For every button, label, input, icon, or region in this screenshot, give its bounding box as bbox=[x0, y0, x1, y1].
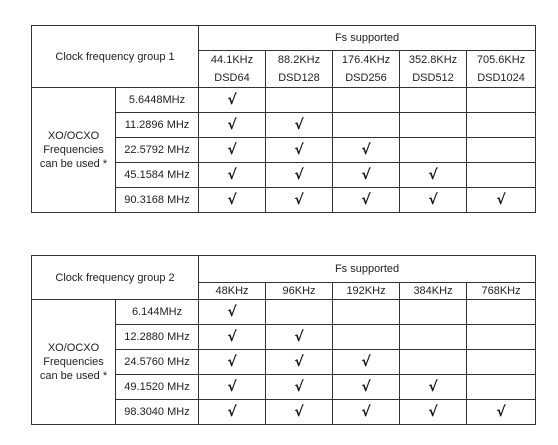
check-cell bbox=[467, 325, 536, 350]
check-mark-icon: √ bbox=[496, 403, 506, 420]
rate-label: 705.6KHz bbox=[476, 54, 526, 66]
check-cell bbox=[400, 163, 467, 188]
column-header bbox=[266, 51, 333, 88]
xo-ocxo-label bbox=[32, 300, 116, 425]
group-label: Clock frequency group 1 bbox=[32, 26, 199, 88]
check-mark-icon: √ bbox=[496, 191, 506, 208]
check-cell bbox=[266, 163, 333, 188]
check-cell bbox=[400, 88, 467, 113]
check-cell bbox=[467, 375, 536, 400]
check-cell bbox=[400, 138, 467, 163]
check-cell bbox=[266, 325, 333, 350]
column-header: 192KHz bbox=[333, 283, 400, 300]
check-cell bbox=[400, 350, 467, 375]
check-cell bbox=[199, 325, 266, 350]
check-cell bbox=[400, 325, 467, 350]
side-label-line: XO/OCXO bbox=[47, 342, 100, 354]
check-mark-icon: √ bbox=[227, 303, 237, 320]
check-cell bbox=[400, 113, 467, 138]
check-cell bbox=[333, 88, 400, 113]
rate-label: 176.4KHz bbox=[341, 54, 391, 66]
check-mark-icon: √ bbox=[294, 328, 304, 345]
check-mark-icon: √ bbox=[227, 328, 237, 345]
check-cell bbox=[266, 400, 333, 425]
frequency-cell: 90.3168 MHz bbox=[116, 188, 199, 213]
rate-label: 88.2KHz bbox=[277, 54, 321, 66]
check-cell bbox=[333, 163, 400, 188]
frequency-cell: 12.2880 MHz bbox=[116, 325, 199, 350]
check-cell bbox=[400, 400, 467, 425]
check-mark-icon: √ bbox=[428, 403, 438, 420]
check-mark-icon: √ bbox=[294, 116, 304, 133]
check-cell bbox=[333, 113, 400, 138]
check-cell bbox=[199, 400, 266, 425]
check-cell bbox=[199, 138, 266, 163]
check-cell bbox=[333, 325, 400, 350]
rate-label: 44.1KHz bbox=[210, 54, 254, 66]
check-cell bbox=[199, 188, 266, 213]
check-cell bbox=[266, 350, 333, 375]
xo-ocxo-label bbox=[32, 88, 116, 213]
frequency-cell: 45.1584 MHz bbox=[116, 163, 199, 188]
check-mark-icon: √ bbox=[361, 166, 371, 183]
check-cell bbox=[266, 88, 333, 113]
check-mark-icon: √ bbox=[227, 378, 237, 395]
check-mark-icon: √ bbox=[361, 141, 371, 158]
check-mark-icon: √ bbox=[294, 378, 304, 395]
check-mark-icon: √ bbox=[227, 166, 237, 183]
dsd-label: DSD256 bbox=[345, 72, 387, 84]
frequency-cell: 6.144MHz bbox=[116, 300, 199, 325]
side-label-line: can be used * bbox=[39, 158, 108, 170]
check-cell bbox=[199, 163, 266, 188]
side-label-line: XO/OCXO bbox=[47, 130, 100, 142]
check-cell bbox=[199, 375, 266, 400]
check-mark-icon: √ bbox=[361, 378, 371, 395]
dsd-label: DSD64 bbox=[214, 72, 250, 84]
check-mark-icon: √ bbox=[227, 353, 237, 370]
check-mark-icon: √ bbox=[428, 378, 438, 395]
check-cell bbox=[333, 375, 400, 400]
check-cell bbox=[266, 375, 333, 400]
check-cell bbox=[400, 375, 467, 400]
dsd-label: DSD128 bbox=[278, 72, 320, 84]
check-mark-icon: √ bbox=[294, 166, 304, 183]
check-cell bbox=[333, 188, 400, 213]
check-cell bbox=[199, 350, 266, 375]
check-cell bbox=[266, 188, 333, 213]
check-mark-icon: √ bbox=[361, 191, 371, 208]
frequency-cell: 24.5760 MHz bbox=[116, 350, 199, 375]
column-header bbox=[467, 51, 536, 88]
check-cell bbox=[467, 88, 536, 113]
check-cell bbox=[333, 138, 400, 163]
column-header: 96KHz bbox=[266, 283, 333, 300]
check-mark-icon: √ bbox=[227, 191, 237, 208]
check-cell bbox=[467, 163, 536, 188]
check-cell bbox=[467, 113, 536, 138]
side-label-line: Frequencies bbox=[43, 356, 104, 368]
check-mark-icon: √ bbox=[361, 353, 371, 370]
check-mark-icon: √ bbox=[227, 403, 237, 420]
check-cell bbox=[266, 300, 333, 325]
check-cell bbox=[400, 300, 467, 325]
frequency-cell: 49.1520 MHz bbox=[116, 375, 199, 400]
check-cell bbox=[467, 400, 536, 425]
check-cell bbox=[199, 300, 266, 325]
check-cell bbox=[467, 300, 536, 325]
column-header: 48KHz bbox=[199, 283, 266, 300]
rate-label: 352.8KHz bbox=[408, 54, 458, 66]
check-mark-icon: √ bbox=[294, 191, 304, 208]
frequency-cell: 11.2896 MHz bbox=[116, 113, 199, 138]
column-header bbox=[199, 51, 266, 88]
fs-supported-header: Fs supported bbox=[199, 26, 536, 51]
clock-group-1-table bbox=[31, 25, 536, 213]
side-label-line: Frequencies bbox=[43, 144, 104, 156]
check-mark-icon: √ bbox=[227, 91, 237, 108]
check-cell bbox=[333, 400, 400, 425]
frequency-cell: 98.3040 MHz bbox=[116, 400, 199, 425]
side-label-line: can be used * bbox=[39, 370, 108, 382]
column-header bbox=[400, 51, 467, 88]
check-cell bbox=[467, 350, 536, 375]
check-mark-icon: √ bbox=[428, 191, 438, 208]
check-mark-icon: √ bbox=[294, 141, 304, 158]
frequency-cell: 22.5792 MHz bbox=[116, 138, 199, 163]
column-header: 384KHz bbox=[400, 283, 467, 300]
check-cell bbox=[333, 300, 400, 325]
check-cell bbox=[199, 88, 266, 113]
check-mark-icon: √ bbox=[227, 116, 237, 133]
check-mark-icon: √ bbox=[227, 141, 237, 158]
frequency-cell: 5.6448MHz bbox=[116, 88, 199, 113]
group-label: Clock frequency group 2 bbox=[32, 256, 199, 300]
clock-group-2-table bbox=[31, 255, 536, 425]
dsd-label: DSD1024 bbox=[477, 72, 525, 84]
check-cell bbox=[467, 138, 536, 163]
check-cell bbox=[333, 350, 400, 375]
check-cell bbox=[266, 113, 333, 138]
check-cell bbox=[467, 188, 536, 213]
check-cell bbox=[199, 113, 266, 138]
dsd-label: DSD512 bbox=[412, 72, 454, 84]
check-mark-icon: √ bbox=[428, 166, 438, 183]
column-header bbox=[333, 51, 400, 88]
check-cell bbox=[400, 188, 467, 213]
check-mark-icon: √ bbox=[294, 403, 304, 420]
check-mark-icon: √ bbox=[361, 403, 371, 420]
fs-supported-header: Fs supported bbox=[199, 256, 536, 283]
check-cell bbox=[266, 138, 333, 163]
column-header: 768KHz bbox=[467, 283, 536, 300]
check-mark-icon: √ bbox=[294, 353, 304, 370]
